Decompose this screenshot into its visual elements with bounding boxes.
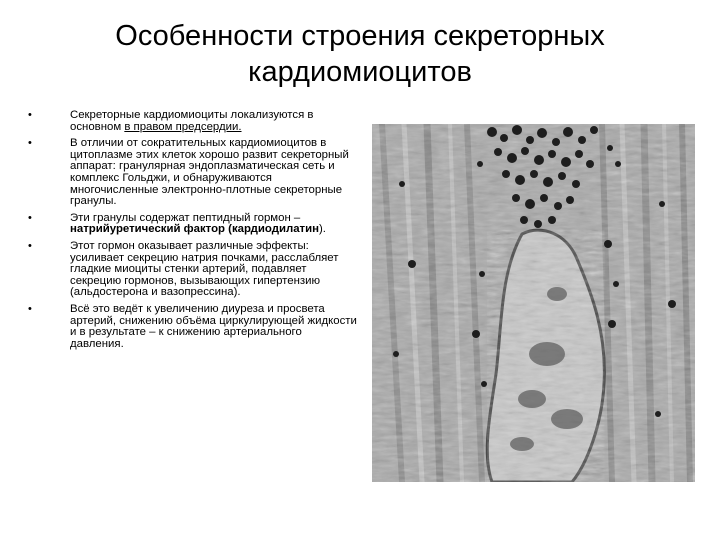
slide-title: [0, 18, 720, 90]
bullet-item-3: [28, 213, 358, 236]
bullet-dot: •: [28, 109, 32, 121]
bullet-dot: •: [28, 302, 32, 315]
micrograph-image: [372, 124, 695, 482]
title-line-1: Особенности строения секреторных: [115, 20, 605, 52]
bullet-1-underlined: в правом предсердии.: [124, 120, 242, 133]
bullet-dot: •: [28, 137, 32, 150]
bullet-3-text: Эти гранулы содержат пептидный гормон –: [70, 211, 301, 224]
bullet-4-text: Этот гормон оказывает различные эффекты: усиливает секрецию натрия почками, расслабляет гладкие миоциты стенки артерий, подавляет секрецию гормонов, вызывающих гипертензию (альдостерона и вазопрессина).: [70, 239, 339, 299]
bullet-dot: •: [28, 211, 32, 224]
bullet-item-4: [28, 241, 358, 299]
bullet-3-bold: натрийуретический фактор (кардиодилатин: [70, 223, 319, 236]
bullet-2-text: В отличии от сократительных кардиомиоцитов в цитоплазме этих клеток хорошо развит секреторный аппарат: гранулярная эндоплазматическая сеть и комплекс Гольджи, и обнаруживаются многочисленные электронно-плотные секреторные гранулы.: [70, 137, 349, 208]
title-line-2: кардиомиоцитов: [248, 56, 472, 88]
bullet-3-tail: ).: [319, 223, 326, 236]
bullet-5-text: Всё это ведёт к увеличению диуреза и просвета артерий, снижению объёма циркулирующей жидкости и в результате – к снижению артериального давления.: [70, 302, 357, 350]
electron-micrograph: [372, 124, 695, 482]
bullet-item-2: [28, 138, 358, 208]
bullet-list: [28, 110, 358, 355]
bullet-item-5: [28, 304, 358, 350]
bullet-dot: •: [28, 239, 32, 252]
bullet-item-1: [28, 110, 358, 133]
bullet-1-text: Секреторные кардиомиоциты локализуются в основном: [70, 109, 314, 133]
